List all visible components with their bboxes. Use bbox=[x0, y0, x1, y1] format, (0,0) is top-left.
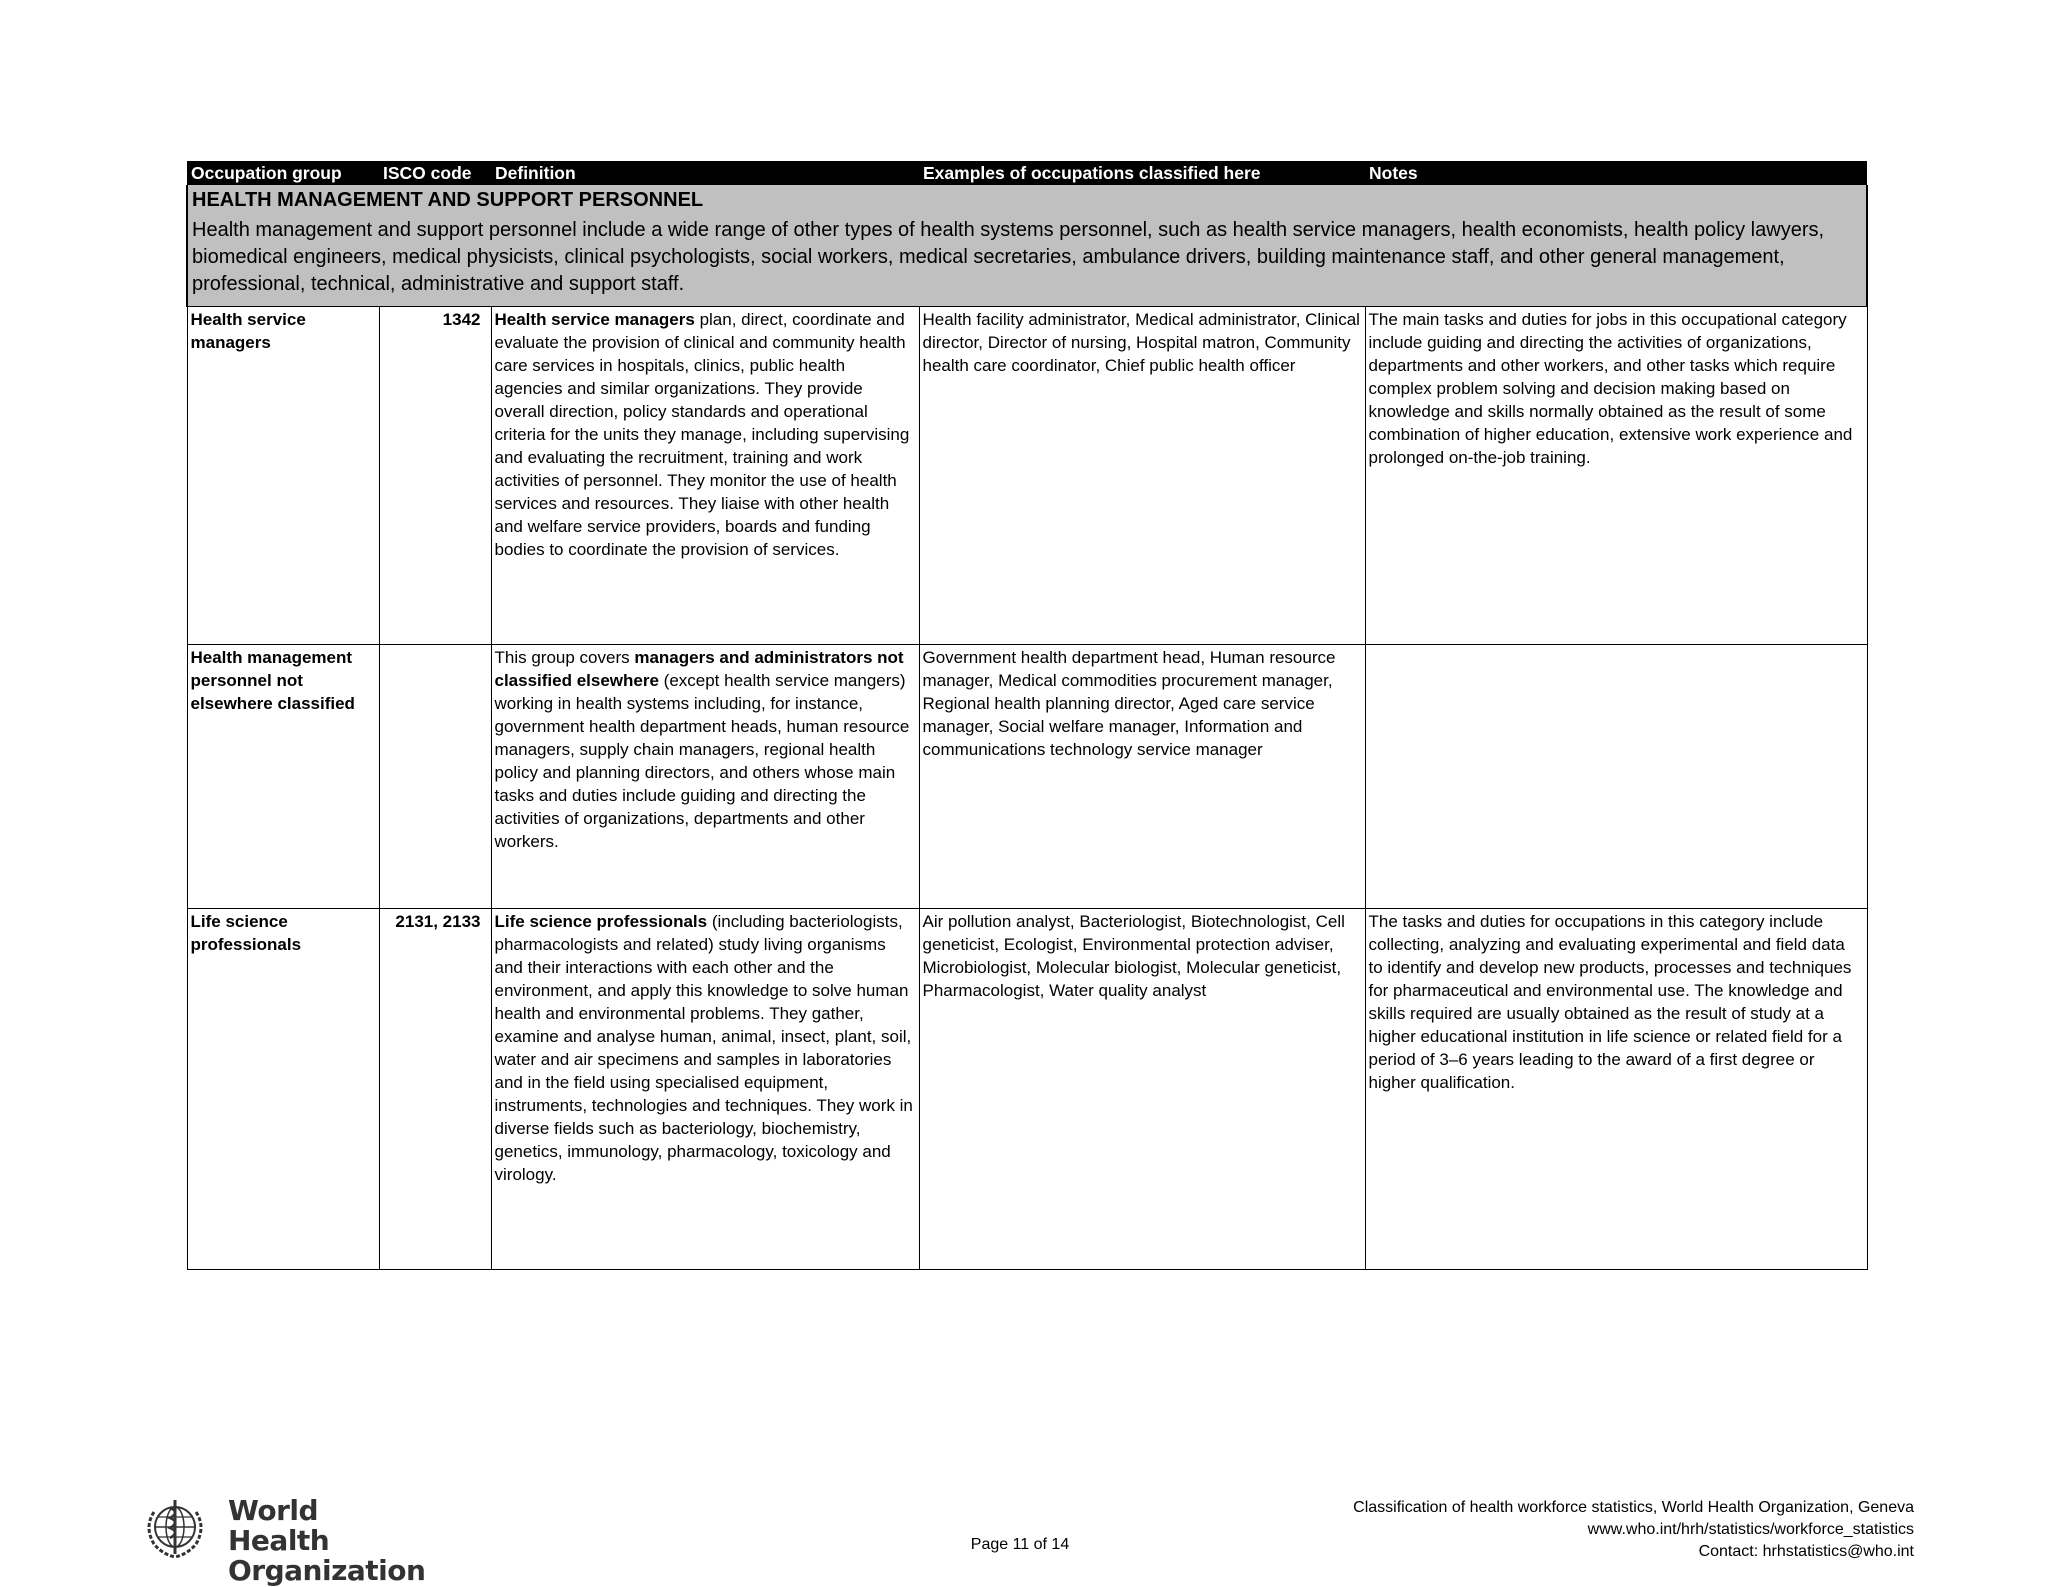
definition-cell bbox=[491, 645, 919, 909]
isco-code-cell: 1342 bbox=[379, 307, 491, 645]
footer-url[interactable]: www.who.int/hrh/statistics/workforce_statistics bbox=[1587, 1521, 1914, 1538]
section-cell bbox=[187, 185, 1867, 307]
definition-text: (except health service mangers) working in health systems including, for instance, government health department heads, human resource managers, supply chain managers, regional health policy and planning directors, and others whose main tasks and duties include guiding and directing the activities of organizations, departments and other workers. bbox=[494, 671, 910, 851]
definition-cell bbox=[491, 909, 919, 1270]
who-emblem-icon bbox=[140, 1492, 210, 1562]
occupation-group-cell: Health service managers bbox=[187, 307, 379, 645]
definition-term: managers and administrators not classified elsewhere bbox=[494, 648, 904, 690]
header-isco-code: ISCO code bbox=[379, 161, 491, 185]
who-logo bbox=[140, 1492, 426, 1587]
examples-cell: Government health department head, Human resource manager, Medical commodities procurement manager, Regional health planning director, Aged care service manager, Social welfare manager, Information and communications technology service manager bbox=[919, 645, 1365, 909]
definition-pre: This group covers bbox=[494, 648, 635, 667]
footer-info bbox=[1353, 1497, 1914, 1563]
table-row bbox=[187, 909, 1867, 1270]
header-definition: Definition bbox=[491, 161, 919, 185]
logo-line-2: Organization bbox=[228, 1554, 426, 1587]
definition-term: Life science professionals bbox=[494, 912, 708, 931]
header-examples: Examples of occupations classified here bbox=[919, 161, 1365, 185]
occupation-group-cell: Life science professionals bbox=[187, 909, 379, 1270]
logo-line-1: World Health bbox=[228, 1494, 330, 1557]
section-title: HEALTH MANAGEMENT AND SUPPORT PERSONNEL bbox=[192, 189, 704, 211]
classification-table bbox=[186, 161, 1868, 1270]
notes-cell bbox=[1365, 645, 1867, 909]
definition-term: Health service managers bbox=[494, 310, 695, 329]
isco-code-cell bbox=[379, 645, 491, 909]
section-description: Health management and support personnel include a wide range of other types of health systems personnel, such as health service managers, health economists, health policy lawyers, biomedical engineers, medical physicists, clinical psychologists, social workers, medical secretaries, ambulance drivers, building maintenance staff, and other general management, professional, technical, administrative and support staff. bbox=[192, 219, 1825, 295]
header-notes: Notes bbox=[1365, 161, 1867, 185]
examples-cell: Health facility administrator, Medical administrator, Clinical director, Director of nursing, Hospital matron, Community health care coordinator, Chief public health officer bbox=[919, 307, 1365, 645]
section-row bbox=[187, 185, 1867, 307]
notes-cell: The main tasks and duties for jobs in this occupational category include guiding and directing the activities of organizations, departments and other workers, and other tasks which require complex problem solving and decision making based on knowledge and skills normally obtained as the result of some combination of higher education, extensive work experience and prolonged on-the-job training. bbox=[1365, 307, 1867, 645]
examples-cell: Air pollution analyst, Bacteriologist, Biotechnologist, Cell geneticist, Ecologist, Environmental protection adviser, Microbiologist, Molecular biologist, Molecular geneticist, Pharmacologist, Water quality analyst bbox=[919, 909, 1365, 1270]
table-header-row bbox=[187, 161, 1867, 185]
definition-text: (including bacteriologists, pharmacologists and related) study living organisms and their interactions with each other and the environment, and apply this knowledge to solve human health and environmental problems. They gather, examine and analyse human, animal, insect, plant, soil, water and air specimens and samples in laboratories and in the field using specialised equipment, instruments, technologies and techniques. They work in diverse fields such as bacteriology, biochemistry, genetics, immunology, pharmacology, toxicology and virology. bbox=[494, 912, 913, 1184]
table-row bbox=[187, 645, 1867, 909]
who-logo-text bbox=[228, 1496, 425, 1586]
isco-code-cell: 2131, 2133 bbox=[379, 909, 491, 1270]
header-occupation-group: Occupation group bbox=[187, 161, 379, 185]
notes-cell: The tasks and duties for occupations in this category include collecting, analyzing and evaluating experimental and field data to identify and develop new products, processes and techniques for pharmaceutical and environmental use. The knowledge and skills required are usually obtained as the result of study at a higher educational institution in life science or related field for a period of 3–6 years leading to the award of a first degree or higher qualification. bbox=[1365, 909, 1867, 1270]
footer-contact[interactable]: Contact: hrhstatistics@who.int bbox=[1698, 1543, 1914, 1560]
definition-text: plan, direct, coordinate and evaluate the provision of clinical and community health care services in hospitals, clinics, public health agencies and similar organizations. They provide overall direction, policy standards and operational criteria for the units they manage, including supervising and evaluating the recruitment, training and work activities of personnel. They monitor the use of health services and resources. They liaise with other health and welfare service providers, boards and funding bodies to coordinate the provision of services. bbox=[494, 310, 910, 559]
table-row bbox=[187, 307, 1867, 645]
occupation-group-cell: Health management personnel not elsewhere classified bbox=[187, 645, 379, 909]
footer-citation: Classification of health workforce statistics, World Health Organization, Geneva bbox=[1353, 1499, 1914, 1516]
definition-cell bbox=[491, 307, 919, 645]
page-number: Page 11 of 14 bbox=[970, 1536, 1070, 1553]
